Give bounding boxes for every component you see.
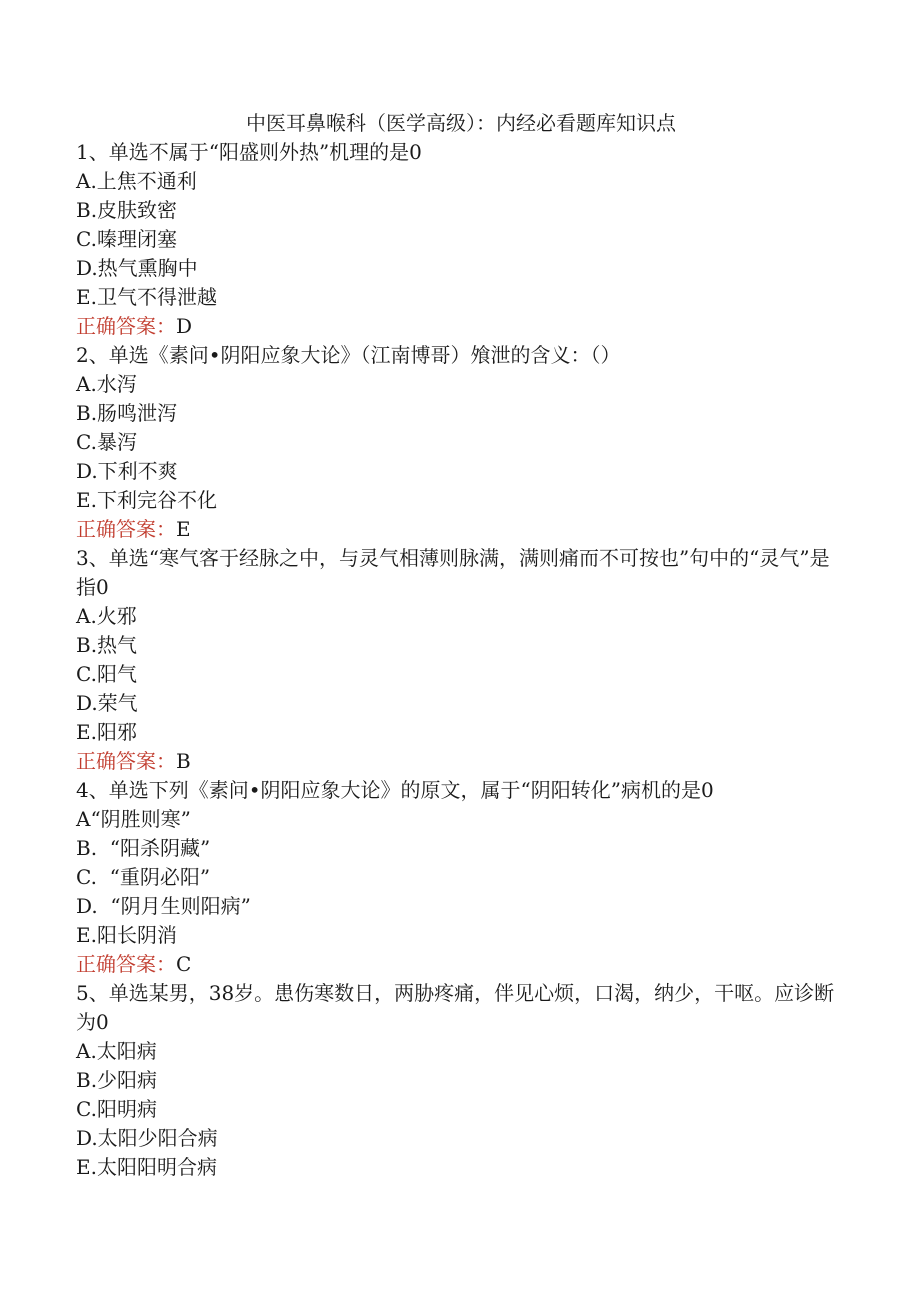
option-d: D. “阴月生则阳病” (76, 894, 251, 918)
option-c: C.暴泻 (76, 430, 137, 454)
answer-label: 正确答案： (76, 952, 176, 976)
answer-label: 正确答案： (76, 749, 176, 773)
answer-value: E (176, 517, 191, 541)
question-block (76, 979, 846, 1182)
option-e: E.下利完谷不化 (76, 488, 217, 512)
question-block (76, 776, 846, 979)
option-b: B.热气 (76, 633, 138, 657)
option-c: C.嗪理闭塞 (76, 227, 177, 251)
question-block (76, 341, 846, 544)
answer-value: C (176, 952, 192, 976)
option-a: A“阴胜则寒” (76, 807, 191, 831)
option-c: C.阳明病 (76, 1097, 157, 1121)
answer-label: 正确答案： (76, 517, 176, 541)
answer-value: D (176, 314, 193, 338)
option-c: C.阳气 (76, 662, 137, 686)
option-a: A.水泻 (76, 372, 137, 396)
answer-line (76, 515, 846, 544)
question-text: 5、单选某男，38岁。患伤寒数日，两胁疼痛，伴见心烦，口渴，纳少，干呕。应诊断为0 (76, 981, 835, 1034)
question-text: 4、单选下列《素问•阴阳应象大论》的原文，属于“阴阳转化”病机的是0 (76, 778, 714, 802)
option-e: E.太阳阳明合病 (76, 1155, 217, 1179)
option-b: B.少阳病 (76, 1068, 158, 1092)
option-e: E.阳长阴消 (76, 923, 177, 947)
question-block (76, 544, 846, 776)
option-b: B. “阳杀阴藏” (76, 836, 211, 860)
option-a: A.火邪 (76, 604, 137, 628)
option-d: D.下利不爽 (76, 459, 178, 483)
question-block (76, 138, 846, 341)
option-e: E.卫气不得泄越 (76, 285, 217, 309)
question-text: 1、单选不属于“阳盛则外热”机理的是0 (76, 140, 422, 164)
question-text: 3、单选“寒气客于经脉之中，与灵气相薄则脉满，满则痛而不可按也”句中的“灵气”是指0 (76, 546, 830, 599)
answer-line (76, 312, 846, 341)
option-b: B.皮肤致密 (76, 198, 178, 222)
answer-line (76, 950, 846, 979)
option-d: D.热气熏胸中 (76, 256, 198, 280)
question-text: 2、单选《素问•阴阳应象大论》（江南博哥）飧泄的含义：（） (76, 343, 621, 367)
answer-value: B (176, 749, 191, 773)
option-e: E.阳邪 (76, 720, 137, 744)
answer-label: 正确答案： (76, 314, 176, 338)
document-page (76, 108, 846, 1182)
option-b: B.肠鸣泄泻 (76, 401, 178, 425)
page-title: 中医耳鼻喉科（医学高级）：内经必看题库知识点 (246, 111, 676, 135)
option-d: D.荣气 (76, 691, 138, 715)
answer-line (76, 747, 846, 776)
option-c: C. “重阴必阳” (76, 865, 211, 889)
option-d: D.太阳少阳合病 (76, 1126, 218, 1150)
option-a: A.上焦不通利 (76, 169, 197, 193)
option-a: A.太阳病 (76, 1039, 157, 1063)
